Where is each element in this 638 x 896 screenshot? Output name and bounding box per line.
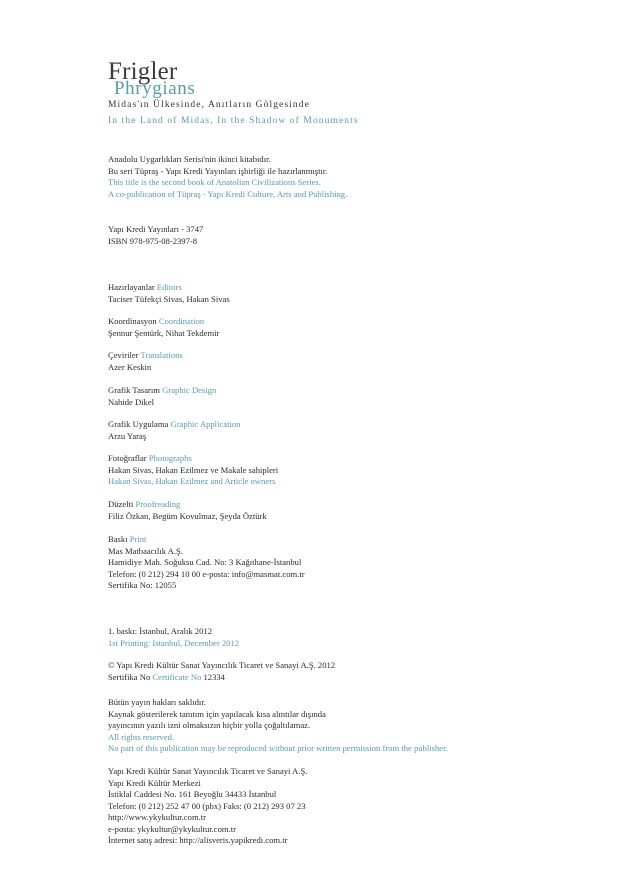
series-line-tr-1: Anadolu Uygarlıkları Serisi'nin ikinci kitabıdır. xyxy=(108,154,271,164)
editors-label-en: Editors xyxy=(156,282,182,292)
proofreading-label-en: Proofreading xyxy=(135,499,181,509)
graphic-application-names: Arzu Yaraş xyxy=(108,430,147,441)
publisher-address: İstiklal Caddesi No. 161 Beyoğlu 34433 İstanbul xyxy=(108,789,277,799)
certificate-number: 12334 xyxy=(203,671,225,682)
rights-tr-3: yayıncının yazılı izni olmaksızın hiçbir yolla çoğaltılamaz. xyxy=(108,720,311,730)
editors-names: Taciser Tüfekçi Sivas, Hakan Sivas xyxy=(108,293,230,304)
translations-names: Azer Keskin xyxy=(108,361,152,372)
rights-en-1: All rights reserved. xyxy=(108,731,175,742)
isbn: ISBN 978-975-08-2397-8 xyxy=(108,235,198,246)
print-label-en: Print xyxy=(129,534,147,544)
credit-coordination xyxy=(108,316,219,339)
copyright-line: © Yapı Kredi Kültür Sanat Yayıncılık Ticaret ve Sanayi A.Ş. 2012 xyxy=(108,660,336,670)
copyright-info xyxy=(108,660,335,683)
printer-contact: Telefon: (0 212) 294 10 00 e-posta: info@masmat.com.tr xyxy=(108,568,305,579)
proofreading-label-tr: Düzelti xyxy=(108,499,134,509)
printer-name: Mas Matbaacılık A.Ş. xyxy=(108,545,183,556)
credit-translations xyxy=(108,350,183,373)
credit-editors xyxy=(108,282,230,305)
translations-label-tr: Çeviriler xyxy=(108,350,139,360)
publication-info xyxy=(108,224,203,247)
coordination-names: Şennur Şentürk, Nihat Tekdemir xyxy=(108,327,220,338)
rights-tr-2: Kaynak gösterilerek tanıtım için yapılacak kısa alıntılar dışında xyxy=(108,708,326,719)
book-title-english: Phrygians xyxy=(114,78,196,99)
book-subtitle-english: In the Land of Midas, In the Shadow of Monuments xyxy=(108,116,359,126)
coordination-label-tr: Koordinasyon xyxy=(108,316,157,326)
publication-number: Yapı Kredi Yayınları - 3747 xyxy=(108,224,204,234)
credit-graphic-application xyxy=(108,419,240,442)
photographs-label-tr: Fotoğraflar xyxy=(108,453,147,463)
graphic-design-label-en: Graphic Design xyxy=(162,385,217,395)
edition-info xyxy=(108,626,239,649)
edition-en: 1st Printing: Istanbul, December 2012 xyxy=(108,637,240,648)
graphic-application-label-en: Graphic Application xyxy=(170,419,241,429)
printer-address: Hamidiye Mah. Soğuksu Cad. No: 3 Kağıthane-İstanbul xyxy=(108,557,302,567)
credit-proofreading xyxy=(108,499,267,522)
credit-graphic-design xyxy=(108,385,216,408)
proofreading-names: Filiz Özkan, Begüm Kovulmaz, Şeyda Öztürk xyxy=(108,510,267,521)
credit-print xyxy=(108,534,305,592)
series-line-en-1: This title is the second book of Anatolian Civilizations Series. xyxy=(108,177,321,187)
series-line-en-2: A co-publication of Tüpraş - Yapı Kredi Culture, Arts and Publishing. xyxy=(108,188,348,199)
coordination-label-en: Coordination xyxy=(158,316,205,326)
publisher-contact xyxy=(108,766,307,847)
edition-tr: 1. baskı: İstanbul, Aralık 2012 xyxy=(108,626,213,636)
publisher-phone: Telefon: (0 212) 252 47 00 (pbx) Faks: (0 212) 293 07 23 xyxy=(108,800,306,811)
printer-certificate: Sertifika No: 12055 xyxy=(108,580,177,590)
series-info xyxy=(108,154,347,200)
credit-photographs xyxy=(108,453,278,488)
photographs-names-en: Hakan Sivas, Hakan Ezilmez and Article owners xyxy=(108,476,276,486)
series-line-tr-2: Bu seri Tüpraş - Yapı Kredi Yayınları işbirliği ile hazırlanmıştır. xyxy=(108,165,328,176)
rights-notice xyxy=(108,697,448,755)
certificate-label-en: Certificate No xyxy=(152,671,202,682)
translations-label-en: Translations xyxy=(140,350,183,360)
publisher-email[interactable]: e-posta: ykykultur@ykykultur.com.tr xyxy=(108,823,236,834)
publisher-center: Yapı Kredi Kültür Merkezi xyxy=(108,777,201,788)
book-subtitle-turkish: Midas'ın Ülkesinde, Anıtların Gölgesinde xyxy=(108,100,310,110)
certificate-label-tr: Sertifika No xyxy=(108,671,151,682)
editors-label-tr: Hazırlayanlar xyxy=(108,282,155,292)
rights-tr-1: Bütün yayın hakları saklıdır. xyxy=(108,697,206,707)
graphic-design-label-tr: Grafik Tasarım xyxy=(108,385,160,395)
graphic-application-label-tr: Grafik Uygulama xyxy=(108,419,169,429)
photographs-names-tr: Hakan Sivas, Hakan Ezilmez ve Makale sahipleri xyxy=(108,464,279,475)
graphic-design-names: Nahide Dikel xyxy=(108,396,155,407)
photographs-label-en: Photographs xyxy=(148,453,192,463)
print-label-tr: Baskı xyxy=(108,534,128,544)
publisher-name: Yapı Kredi Kültür Sanat Yayıncılık Ticaret ve Sanayi A.Ş. xyxy=(108,766,308,776)
publisher-website[interactable]: http://www.ykykultur.com.tr xyxy=(108,812,207,822)
book-title-turkish: Frigler xyxy=(108,58,178,85)
rights-en-2: No part of this publication may be reproduced without prior written permission from the publisher. xyxy=(108,743,448,753)
publisher-shop-url[interactable]: İnternet satış adresi: http://alisveris.yapikredi.com.tr xyxy=(108,835,288,845)
